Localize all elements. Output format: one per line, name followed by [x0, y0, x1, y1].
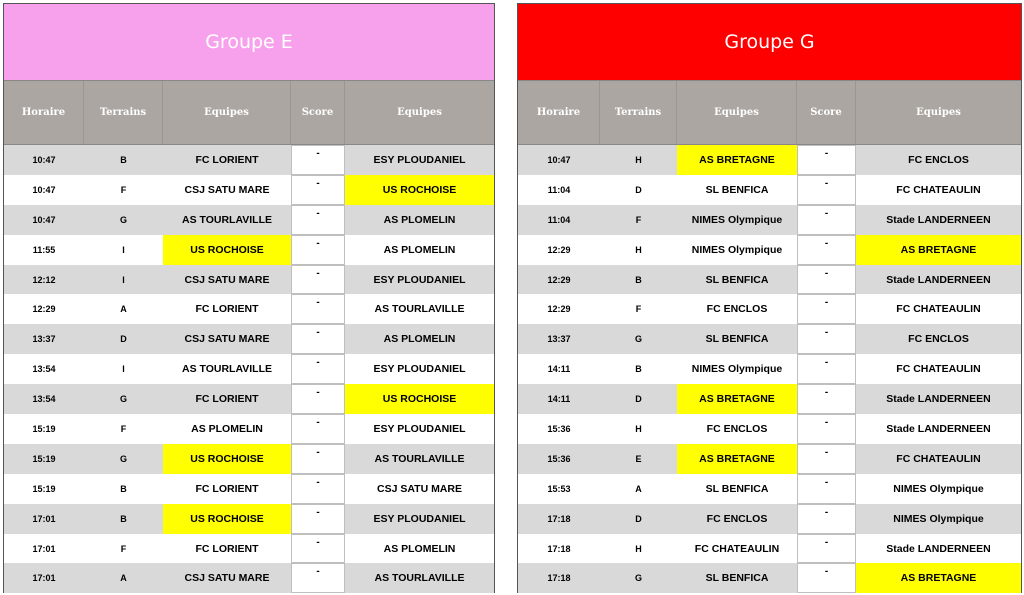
away-team: ESY PLOUDANIEL — [373, 363, 466, 376]
away-team: US ROCHOISE — [345, 175, 494, 205]
away-team: AS TOURLAVILLE — [374, 572, 465, 585]
header-terrains: Terrains — [600, 81, 677, 144]
match-row — [4, 354, 494, 384]
match-row — [4, 444, 494, 474]
home-team: SL BENFICA — [705, 572, 769, 585]
home-team: NIMES Olympique — [691, 243, 783, 256]
match-time: 15:19 — [32, 423, 56, 434]
match-terrain: B — [635, 274, 642, 285]
home-team: CSJ SATU MARE — [184, 183, 270, 196]
home-team: AS TOURLAVILLE — [181, 363, 273, 376]
match-row — [4, 145, 494, 175]
match-time: 14:11 — [547, 394, 571, 405]
home-team: NIMES Olympique — [691, 363, 783, 376]
home-team: SL BENFICA — [705, 273, 769, 286]
header-horaire: Horaire — [518, 81, 600, 144]
away-team: AS PLOMELIN — [383, 542, 456, 555]
header-equipes-home: Equipes — [163, 81, 291, 144]
away-team: FC CHATEAULIN — [896, 303, 981, 316]
header-score: Score — [291, 81, 345, 144]
away-team: ESY PLOUDANIEL — [373, 153, 466, 166]
match-terrain: F — [635, 304, 642, 315]
match-time: 15:19 — [32, 453, 56, 464]
match-terrain: G — [119, 394, 127, 405]
match-score: - — [797, 354, 856, 384]
away-team: AS PLOMELIN — [383, 213, 456, 226]
home-team: US ROCHOISE — [163, 235, 291, 265]
match-terrain: I — [122, 244, 125, 255]
away-team: FC CHATEAULIN — [896, 183, 981, 196]
match-row — [4, 324, 494, 354]
home-team: US ROCHOISE — [163, 444, 291, 474]
match-score: - — [291, 205, 345, 235]
match-time: 13:54 — [32, 394, 56, 405]
match-time: 10:47 — [32, 154, 56, 165]
match-terrain: F — [120, 423, 127, 434]
match-score: - — [291, 534, 345, 564]
group-g-table — [517, 3, 1022, 593]
match-time: 12:29 — [547, 304, 571, 315]
home-team: NIMES Olympique — [691, 213, 783, 226]
away-team: ESY PLOUDANIEL — [373, 273, 466, 286]
match-score: - — [797, 474, 856, 504]
match-row — [518, 414, 1021, 444]
group-e-table — [3, 3, 495, 593]
match-terrain: D — [635, 394, 642, 405]
match-row — [4, 563, 494, 593]
header-equipes-home: Equipes — [677, 81, 797, 144]
match-score: - — [291, 175, 345, 205]
home-team: US ROCHOISE — [163, 504, 291, 534]
match-score: - — [797, 504, 856, 534]
match-time: 10:47 — [547, 154, 571, 165]
away-team: AS PLOMELIN — [383, 333, 456, 346]
match-time: 17:18 — [547, 513, 571, 524]
match-terrain: F — [120, 184, 127, 195]
match-terrain: E — [635, 453, 642, 464]
home-team: FC CHATEAULIN — [694, 542, 780, 555]
match-time: 10:47 — [32, 214, 56, 225]
match-terrain: H — [635, 154, 642, 165]
match-terrain: D — [635, 513, 642, 524]
match-row — [518, 444, 1021, 474]
home-team: AS PLOMELIN — [191, 422, 263, 435]
match-score: - — [797, 205, 856, 235]
match-row — [4, 474, 494, 504]
match-terrain: H — [635, 423, 642, 434]
home-team: AS TOURLAVILLE — [181, 213, 273, 226]
match-score: - — [291, 444, 345, 474]
match-score: - — [291, 384, 345, 414]
home-team: FC LORIENT — [195, 153, 259, 166]
match-score: - — [291, 414, 345, 444]
match-row — [4, 265, 494, 295]
match-time: 11:55 — [32, 244, 56, 255]
home-team: SL BENFICA — [705, 183, 769, 196]
away-team: FC ENCLOS — [908, 153, 969, 166]
group-e-header-row — [4, 81, 494, 145]
group-g-header-row — [518, 81, 1021, 145]
home-team: AS BRETAGNE — [677, 444, 797, 474]
match-time: 15:36 — [547, 453, 571, 464]
match-time: 12:29 — [547, 244, 571, 255]
match-score: - — [797, 294, 856, 324]
match-score: - — [797, 265, 856, 295]
match-terrain: G — [119, 453, 127, 464]
group-e-title: Groupe E — [4, 4, 494, 81]
away-team: ESY PLOUDANIEL — [373, 422, 466, 435]
away-team: AS TOURLAVILLE — [374, 452, 465, 465]
match-terrain: I — [122, 274, 125, 285]
match-terrain: A — [635, 483, 642, 494]
match-row — [518, 563, 1021, 593]
home-team: CSJ SATU MARE — [184, 273, 270, 286]
home-team: FC ENCLOS — [706, 422, 768, 435]
match-terrain: B — [120, 483, 127, 494]
match-row — [4, 384, 494, 414]
home-team: FC ENCLOS — [706, 512, 768, 525]
away-team: ESY PLOUDANIEL — [373, 512, 466, 525]
home-team: CSJ SATU MARE — [184, 333, 270, 346]
match-terrain: G — [119, 214, 127, 225]
match-score: - — [291, 294, 345, 324]
match-terrain: F — [120, 543, 127, 554]
match-row — [518, 474, 1021, 504]
header-equipes-away: Equipes — [397, 107, 442, 118]
match-row — [518, 145, 1021, 175]
match-score: - — [291, 265, 345, 295]
home-team: SL BENFICA — [705, 482, 769, 495]
away-team: AS BRETAGNE — [856, 235, 1021, 265]
match-time: 13:54 — [32, 364, 56, 375]
home-team: CSJ SATU MARE — [184, 572, 270, 585]
match-terrain: G — [634, 334, 642, 345]
group-e-rows — [4, 145, 494, 593]
home-team: AS BRETAGNE — [677, 384, 797, 414]
match-score: - — [797, 444, 856, 474]
group-g-rows — [518, 145, 1021, 593]
match-terrain: F — [635, 214, 642, 225]
match-score: - — [797, 235, 856, 265]
away-team: FC CHATEAULIN — [896, 363, 981, 376]
match-row — [518, 324, 1021, 354]
header-score: Score — [797, 81, 856, 144]
match-terrain: B — [120, 154, 127, 165]
match-row — [518, 534, 1021, 564]
match-time: 17:01 — [32, 543, 56, 554]
match-score: - — [797, 563, 856, 593]
away-team: FC CHATEAULIN — [896, 452, 981, 465]
match-row — [518, 265, 1021, 295]
match-score: - — [797, 384, 856, 414]
away-team: Stade LANDERNEEN — [886, 213, 991, 226]
home-team: FC LORIENT — [195, 542, 259, 555]
match-terrain: D — [120, 334, 127, 345]
match-terrain: H — [635, 244, 642, 255]
match-time: 17:18 — [547, 573, 571, 584]
away-team: AS BRETAGNE — [856, 563, 1021, 593]
match-row — [4, 175, 494, 205]
match-row — [518, 205, 1021, 235]
match-time: 12:12 — [32, 274, 56, 285]
header-terrains: Terrains — [84, 81, 163, 144]
away-team: Stade LANDERNEEN — [886, 273, 991, 286]
away-team: FC ENCLOS — [908, 333, 969, 346]
match-score: - — [291, 354, 345, 384]
home-team: AS BRETAGNE — [677, 145, 797, 175]
away-team: Stade LANDERNEEN — [886, 542, 991, 555]
header-equipes-away: Equipes — [916, 107, 961, 118]
match-time: 12:29 — [32, 304, 56, 315]
away-team: NIMES Olympique — [893, 512, 984, 525]
away-team: US ROCHOISE — [345, 384, 494, 414]
match-row — [4, 294, 494, 324]
match-score: - — [797, 414, 856, 444]
match-terrain: H — [635, 543, 642, 554]
match-row — [518, 294, 1021, 324]
home-team: SL BENFICA — [705, 333, 769, 346]
match-row — [4, 504, 494, 534]
match-time: 13:37 — [32, 334, 56, 345]
match-time: 11:04 — [547, 184, 571, 195]
match-time: 15:53 — [547, 483, 571, 494]
match-score: - — [291, 504, 345, 534]
away-team: Stade LANDERNEEN — [886, 393, 991, 406]
match-row — [518, 354, 1021, 384]
match-score: - — [797, 324, 856, 354]
match-row — [518, 175, 1021, 205]
group-g-title: Groupe G — [518, 4, 1021, 81]
match-row — [4, 205, 494, 235]
match-score: - — [291, 235, 345, 265]
match-score: - — [291, 324, 345, 354]
match-time: 12:29 — [547, 274, 571, 285]
match-row — [518, 504, 1021, 534]
match-time: 10:47 — [32, 184, 56, 195]
match-time: 17:18 — [547, 543, 571, 554]
match-terrain: D — [635, 184, 642, 195]
away-team: Stade LANDERNEEN — [886, 422, 991, 435]
match-time: 15:19 — [32, 483, 56, 494]
match-terrain: A — [120, 304, 127, 315]
match-score: - — [797, 145, 856, 175]
match-terrain: B — [120, 513, 127, 524]
match-score: - — [291, 474, 345, 504]
match-terrain: A — [120, 573, 127, 584]
home-team: FC LORIENT — [195, 393, 259, 406]
match-time: 13:37 — [547, 334, 571, 345]
home-team: FC ENCLOS — [706, 303, 768, 316]
match-row — [518, 235, 1021, 265]
match-time: 17:01 — [32, 513, 56, 524]
match-score: - — [291, 563, 345, 593]
header-horaire: Horaire — [4, 81, 84, 144]
match-terrain: G — [634, 573, 642, 584]
match-row — [518, 384, 1021, 414]
match-row — [4, 534, 494, 564]
away-team: NIMES Olympique — [893, 482, 984, 495]
match-time: 11:04 — [547, 214, 571, 225]
away-team: AS TOURLAVILLE — [374, 303, 465, 316]
match-terrain: B — [635, 364, 642, 375]
home-team: FC LORIENT — [195, 303, 259, 316]
home-team: FC LORIENT — [195, 482, 259, 495]
match-score: - — [291, 145, 345, 175]
match-time: 17:01 — [32, 573, 56, 584]
match-score: - — [797, 534, 856, 564]
away-team: AS PLOMELIN — [383, 243, 456, 256]
match-terrain: I — [122, 364, 125, 375]
match-time: 15:36 — [547, 423, 571, 434]
match-score: - — [797, 175, 856, 205]
match-row — [4, 414, 494, 444]
match-row — [4, 235, 494, 265]
match-time: 14:11 — [547, 364, 571, 375]
away-team: CSJ SATU MARE — [377, 482, 462, 495]
